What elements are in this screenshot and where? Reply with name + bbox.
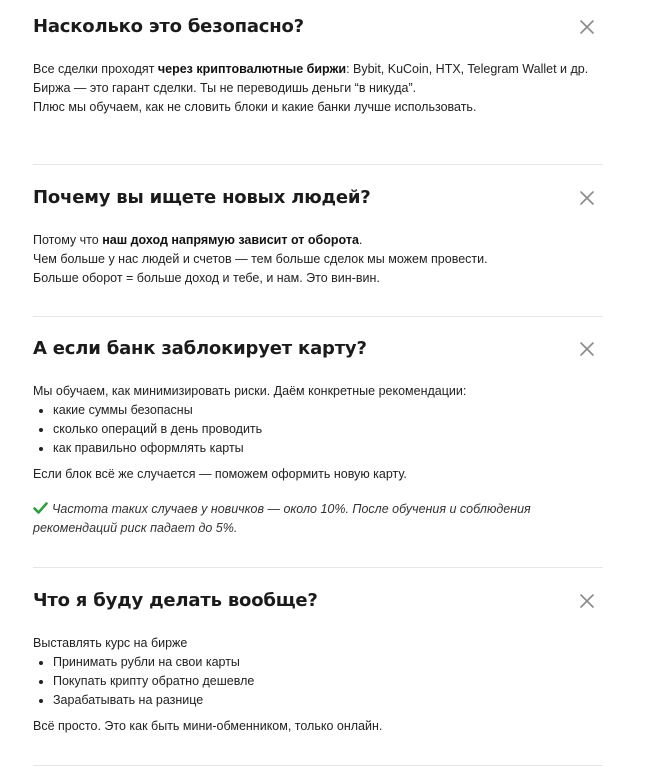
- faq-question-row[interactable]: [33, 14, 603, 40]
- faq-question-title: Что я буду делать вообще?: [33, 590, 318, 611]
- list-item: сколько операций в день проводить: [53, 420, 603, 439]
- close-icon[interactable]: [579, 341, 595, 357]
- list-item: Принимать рубли на свои карты: [53, 653, 603, 672]
- faq-divider: [33, 567, 603, 568]
- faq-question-row[interactable]: [33, 185, 603, 211]
- answer-bold: через криптовалютные биржи: [157, 62, 347, 76]
- faq-answer: [33, 231, 603, 288]
- close-icon[interactable]: [579, 190, 595, 206]
- faq-answer: [33, 382, 603, 538]
- answer-paragraph: Больше оборот = больше доход и тебе, и нам. Это вин-вин.: [33, 271, 380, 285]
- answer-paragraph: Выставлять курс на бирже: [33, 636, 188, 650]
- answer-paragraph: Биржа — это гарант сделки. Ты не переводишь деньги “в никуда”.: [33, 81, 417, 95]
- faq-item-card-block: [33, 336, 603, 538]
- answer-paragraph: Чем больше у нас людей и счетов — тем больше сделок мы можем провести.: [33, 252, 488, 266]
- faq-question-title: А если банк заблокирует карту?: [33, 338, 367, 359]
- faq-divider: [33, 164, 603, 165]
- list-item: Зарабатывать на разнице: [53, 691, 603, 710]
- faq-question-row[interactable]: [33, 588, 603, 614]
- faq-answer: [33, 60, 603, 117]
- answer-paragraph: Мы обучаем, как минимизировать риски. Даём конкретные рекомендации:: [33, 384, 467, 398]
- answer-paragraph: Если блок всё же случается — поможем оформить новую карту.: [33, 467, 407, 481]
- answer-paragraph: Плюс мы обучаем, как не словить блоки и какие банки лучше использовать.: [33, 100, 477, 114]
- answer-bold: наш доход напрямую зависит от оборота: [102, 233, 359, 247]
- faq-item-why-new-people: [33, 185, 603, 288]
- list-item: какие суммы безопасны: [53, 401, 603, 420]
- answer-list: [33, 653, 603, 710]
- list-item: Покупать крипту обратно дешевле: [53, 672, 603, 691]
- faq-item-what-to-do: [33, 588, 603, 736]
- faq-item-safety: [33, 14, 603, 117]
- check-icon: [33, 501, 48, 513]
- answer-list: [33, 401, 603, 458]
- close-icon[interactable]: [579, 19, 595, 35]
- faq-divider: [33, 765, 603, 766]
- answer-paragraph: Все сделки проходят через криптовалютные биржи: Bybit, KuCoin, HTX, Telegram Wallet и др.: [33, 62, 589, 76]
- faq-answer: [33, 634, 603, 736]
- answer-note: Частота таких случаев у новичков — около 10%. После обучения и соблюдения рекомендаций риск падает до 5%.: [33, 502, 531, 535]
- close-icon[interactable]: [579, 593, 595, 609]
- faq-question-row[interactable]: [33, 336, 603, 362]
- answer-paragraph: Потому что наш доход напрямую зависит от оборота.: [33, 233, 363, 247]
- faq-question-title: Почему вы ищете новых людей?: [33, 187, 371, 208]
- faq-divider: [33, 316, 603, 317]
- answer-paragraph: Всё просто. Это как быть мини-обменником, только онлайн.: [33, 719, 383, 733]
- faq-question-title: Насколько это безопасно?: [33, 16, 304, 37]
- list-item: как правильно оформлять карты: [53, 439, 603, 458]
